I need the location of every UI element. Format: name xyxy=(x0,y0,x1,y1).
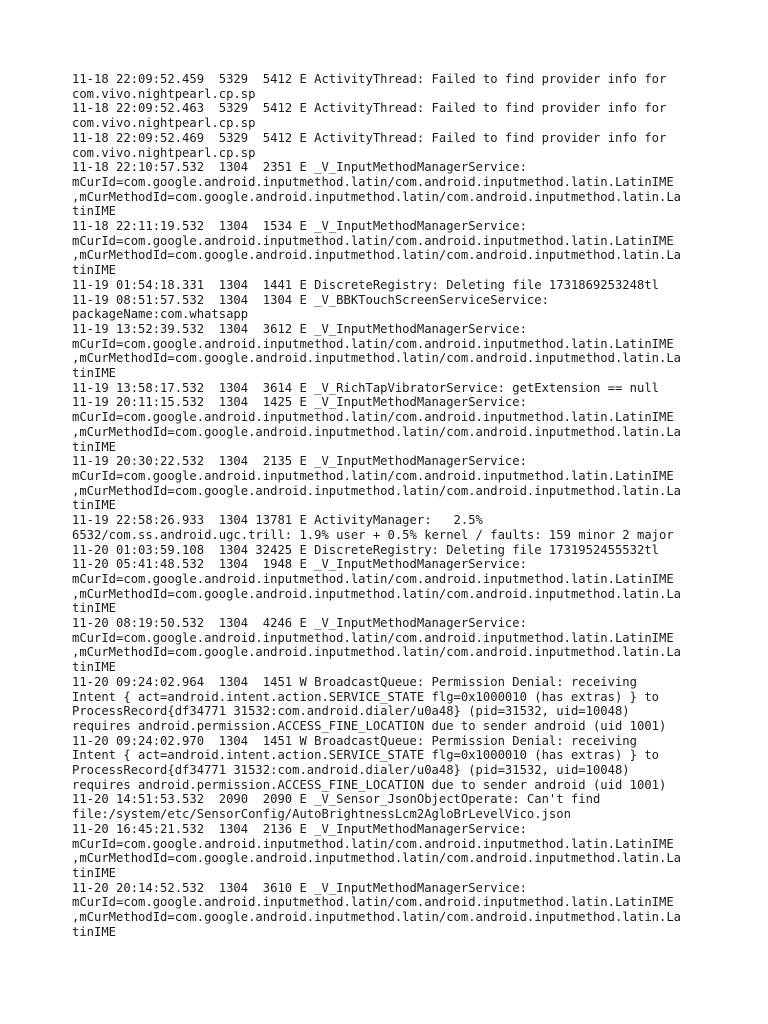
log-line: tinIME xyxy=(72,366,117,381)
log-line: tinIME xyxy=(72,204,117,219)
log-line: ,mCurMethodId=com.google.android.inputmethod.latin/com.android.inputmethod.latin.La xyxy=(72,851,682,866)
log-document xyxy=(72,72,762,939)
log-line: ,mCurMethodId=com.google.android.inputmethod.latin/com.android.inputmethod.latin.La xyxy=(72,586,682,601)
log-line: ,mCurMethodId=com.google.android.inputmethod.latin/com.android.inputmethod.latin.La xyxy=(72,424,682,439)
log-line: 11-19 01:54:18.331 1304 1441 E DiscreteRegistry: Deleting file 1731869253248tl xyxy=(72,277,659,292)
log-line: com.vivo.nightpearl.cp.sp xyxy=(72,116,256,131)
log-line: requires android.permission.ACCESS_FINE_LOCATION due to sender android (uid 1001) xyxy=(72,718,667,733)
log-line: com.vivo.nightpearl.cp.sp xyxy=(72,86,256,101)
log-line: ,mCurMethodId=com.google.android.inputmethod.latin/com.android.inputmethod.latin.La xyxy=(72,910,682,925)
log-line: 11-18 22:09:52.469 5329 5412 E ActivityThread: Failed to find provider info for xyxy=(72,130,667,145)
log-line: 11-20 08:19:50.532 1304 4246 E _V_InputMethodManagerService: xyxy=(72,616,527,631)
log-line: tinIME xyxy=(72,263,117,278)
log-line: mCurId=com.google.android.inputmethod.latin/com.android.inputmethod.latin.LatinIME xyxy=(72,468,674,483)
log-line: tinIME xyxy=(72,924,117,939)
log-line: 11-19 13:52:39.532 1304 3612 E _V_InputMethodManagerService: xyxy=(72,321,527,336)
log-line: com.vivo.nightpearl.cp.sp xyxy=(72,145,256,160)
log-line: 6532/com.ss.android.ugc.trill: 1.9% user + 0.5% kernel / faults: 159 minor 2 major xyxy=(72,527,674,542)
log-line: 11-20 09:24:02.964 1304 1451 W BroadcastQueue: Permission Denial: receiving xyxy=(72,674,637,689)
log-line: mCurId=com.google.android.inputmethod.latin/com.android.inputmethod.latin.LatinIME xyxy=(72,336,674,351)
log-line: 11-19 08:51:57.532 1304 1304 E _V_BBKTouchScreenServiceService: xyxy=(72,292,549,307)
log-line: Intent { act=android.intent.action.SERVICE_STATE flg=0x1000010 (has extras) } to xyxy=(72,748,659,763)
log-line: mCurId=com.google.android.inputmethod.latin/com.android.inputmethod.latin.LatinIME xyxy=(72,571,674,586)
log-line: tinIME xyxy=(72,660,117,675)
log-line: 11-20 20:14:52.532 1304 3610 E _V_InputMethodManagerService: xyxy=(72,880,527,895)
log-line: 11-19 13:58:17.532 1304 3614 E _V_RichTapVibratorService: getExtension == null xyxy=(72,380,659,395)
log-line: mCurId=com.google.android.inputmethod.latin/com.android.inputmethod.latin.LatinIME xyxy=(72,233,674,248)
log-line: Intent { act=android.intent.action.SERVICE_STATE flg=0x1000010 (has extras) } to xyxy=(72,689,659,704)
log-line: 11-20 09:24:02.970 1304 1451 W BroadcastQueue: Permission Denial: receiving xyxy=(72,733,637,748)
log-line: packageName:com.whatsapp xyxy=(72,307,249,322)
log-line: ,mCurMethodId=com.google.android.inputmethod.latin/com.android.inputmethod.latin.La xyxy=(72,483,682,498)
log-line: ,mCurMethodId=com.google.android.inputmethod.latin/com.android.inputmethod.latin.La xyxy=(72,248,682,263)
log-line: 11-19 20:30:22.532 1304 2135 E _V_InputMethodManagerService: xyxy=(72,454,527,469)
log-line: 11-18 22:10:57.532 1304 2351 E _V_InputMethodManagerService: xyxy=(72,160,527,175)
log-line: 11-20 05:41:48.532 1304 1948 E _V_InputMethodManagerService: xyxy=(72,557,527,572)
log-line: ProcessRecord{df34771 31532:com.android.dialer/u0a48} (pid=31532, uid=10048) xyxy=(72,704,630,719)
log-line: ProcessRecord{df34771 31532:com.android.dialer/u0a48} (pid=31532, uid=10048) xyxy=(72,763,630,778)
log-line: tinIME xyxy=(72,439,117,454)
log-line: mCurId=com.google.android.inputmethod.latin/com.android.inputmethod.latin.LatinIME xyxy=(72,410,674,425)
log-line: 11-18 22:11:19.532 1304 1534 E _V_InputMethodManagerService: xyxy=(72,219,527,234)
log-line: 11-20 16:45:21.532 1304 2136 E _V_InputMethodManagerService: xyxy=(72,821,527,836)
log-line: ,mCurMethodId=com.google.android.inputmethod.latin/com.android.inputmethod.latin.La xyxy=(72,645,682,660)
log-line: mCurId=com.google.android.inputmethod.latin/com.android.inputmethod.latin.LatinIME xyxy=(72,630,674,645)
log-line: tinIME xyxy=(72,865,117,880)
log-line: 11-20 01:03:59.108 1304 32425 E DiscreteRegistry: Deleting file 1731952455532tl xyxy=(72,542,659,557)
log-line: 11-20 14:51:53.532 2090 2090 E _V_Sensor_JsonObjectOperate: Can't find xyxy=(72,792,601,807)
log-line: 11-19 22:58:26.933 1304 13781 E ActivityManager: 2.5% xyxy=(72,513,483,528)
log-line: tinIME xyxy=(72,601,117,616)
log-line: requires android.permission.ACCESS_FINE_LOCATION due to sender android (uid 1001) xyxy=(72,777,667,792)
log-line: tinIME xyxy=(72,498,117,513)
log-line: 11-18 22:09:52.463 5329 5412 E ActivityThread: Failed to find provider info for xyxy=(72,101,667,116)
log-line: mCurId=com.google.android.inputmethod.latin/com.android.inputmethod.latin.LatinIME xyxy=(72,895,674,910)
log-line: 11-19 20:11:15.532 1304 1425 E _V_InputMethodManagerService: xyxy=(72,395,527,410)
log-line: file:/system/etc/SensorConfig/AutoBrightnessLcm2AgloBrLevelVico.json xyxy=(72,807,571,822)
log-line: 11-18 22:09:52.459 5329 5412 E ActivityThread: Failed to find provider info for xyxy=(72,72,667,86)
log-line: mCurId=com.google.android.inputmethod.latin/com.android.inputmethod.latin.LatinIME xyxy=(72,836,674,851)
log-line: ,mCurMethodId=com.google.android.inputmethod.latin/com.android.inputmethod.latin.La xyxy=(72,189,682,204)
log-line: mCurId=com.google.android.inputmethod.latin/com.android.inputmethod.latin.LatinIME xyxy=(72,174,674,189)
log-line: ,mCurMethodId=com.google.android.inputmethod.latin/com.android.inputmethod.latin.La xyxy=(72,351,682,366)
